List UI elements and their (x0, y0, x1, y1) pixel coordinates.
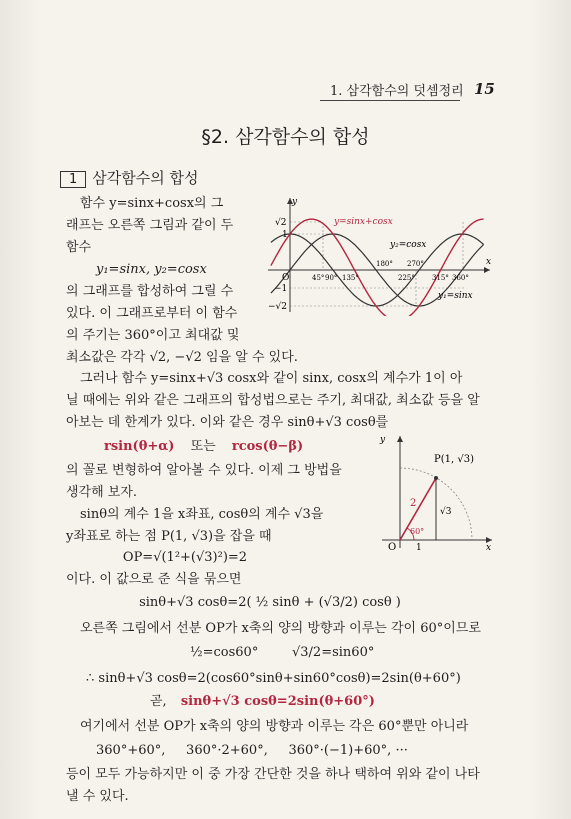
eq-cos60: ½=cos60° (190, 645, 259, 660)
form-rcos: rcos(θ−β) (231, 439, 304, 454)
graph-sqrt2-label: √2 (275, 218, 287, 228)
tick-315: 315° (432, 274, 449, 282)
running-title: 1. 삼각함수의 덧셈정리 (330, 84, 464, 99)
para1-line-2: 래프는 오른쪽 그림과 같이 두 (66, 218, 234, 233)
graph-y-label: y (292, 197, 298, 207)
subsection-title: 삼각함수의 합성 (92, 169, 199, 187)
para3-line-4: y좌표로 하는 점 P(1, √3)을 잡을 때 (66, 529, 272, 544)
para1-line-4: y₁=sinx, y₂=cosx (96, 262, 207, 277)
para2-line-2: 닐 때에는 위와 같은 그래프의 합성법으로는 주기, 최대값, 최소값 등을 알 (66, 393, 480, 408)
tick-90: 90° (325, 274, 338, 282)
eq-factor: sinθ+√3 cosθ=2( ½ sinθ + (√3/2) cosθ ) (139, 595, 401, 610)
forms-line (104, 436, 303, 458)
para3-line-1: 의 꼴로 변형하여 알아볼 수 있다. 이제 그 방법을 (66, 463, 342, 478)
para1-line-6: 있다. 이 그래프로부터 이 함수 (66, 306, 238, 321)
tick-45: 45° (312, 274, 325, 282)
tri-p-label: P(1, √3) (434, 454, 474, 465)
graph-y2-label: y₂=cosx (390, 240, 427, 250)
tri-hyp-label: 2 (410, 498, 417, 509)
eq-result: sinθ+√3 cosθ=2sin(θ+60°) (180, 694, 375, 709)
graph-origin-label: O (282, 273, 290, 283)
eq-sin60: √3/2=sin60° (292, 645, 375, 660)
para5: 오른쪽 그림에서 선분 OP가 x축의 양의 방향과 이루는 각이 60°이므로 (80, 621, 481, 636)
para1-line-3: 함수 (66, 240, 92, 255)
sinusoid-graph (262, 192, 494, 316)
subsection-heading (60, 167, 198, 188)
graph-sum-label: y=sinx+cosx (334, 217, 393, 227)
graph-x-label: x (486, 257, 492, 267)
tri-angle-label: 60° (410, 527, 425, 536)
para1-line-8: 최소값은 각각 √2, −√2 임을 알 수 있다. (66, 350, 298, 365)
tick-360: 360° (452, 274, 469, 282)
eq-result-label: 곧, (150, 694, 167, 709)
para6: 여기에서 선분 OP가 x축의 양의 방향과 이루는 각은 60°뿐만 아니라 (80, 719, 469, 734)
tri-y-label: y (380, 435, 386, 445)
point-p (434, 476, 438, 480)
tri-base-label: 1 (416, 543, 422, 552)
running-title-rule (320, 100, 460, 101)
para3-line-2: 생각해 보자. (66, 485, 138, 500)
form-rsin: rsin(θ+α) (104, 439, 175, 454)
para4: 이다. 이 값으로 준 식을 묶으면 (66, 572, 242, 587)
graph-neg1-label: −1 (274, 284, 288, 294)
form-or: 또는 (190, 439, 216, 454)
para2-line-3: 아보는 데 한계가 있다. 이와 같은 경우 sinθ+√3 cosθ를 (66, 415, 389, 430)
eq-therefore: ∴ sinθ+√3 cosθ=2(cos60°sinθ+sin60°cosθ)=2sin(θ+60°) (86, 671, 461, 686)
tick-270: 270° (407, 260, 424, 268)
para2-line-1: 그러나 함수 y=sinx+√3 cosx와 같이 sinx, cosx의 계수가 1이 아 (80, 371, 463, 386)
tri-x-label: x (486, 543, 492, 552)
page-number: 15 (474, 80, 495, 98)
tick-135: 135° (342, 274, 359, 282)
angle-list: 360°+60°, 360°·2+60°, 360°·(−1)+60°, ··· (96, 743, 408, 758)
triangle-figure (378, 432, 496, 552)
para7-line-1: 등이 모두 가능하지만 이 중 가장 간단한 것을 하나 택하여 위와 같이 나타 (66, 767, 480, 782)
eq-op: OP=√(1²+(√3)²)=2 (122, 550, 248, 565)
tick-180: 180° (376, 260, 393, 268)
para7-line-2: 낼 수 있다. (66, 789, 129, 804)
eq-result-line (150, 691, 375, 713)
graph-negsqrt2-label: −√2 (268, 302, 288, 312)
section-title: §2. 삼각함수의 합성 (201, 126, 370, 148)
tri-origin-label: O (388, 542, 397, 552)
tri-side-label: √3 (440, 507, 452, 517)
tick-225: 225° (398, 274, 415, 282)
graph-y1-label: y₁=sinx (438, 291, 473, 301)
para1-line-1: 함수 y=sinx+cosx의 그 (80, 196, 224, 211)
para3-line-3: sinθ의 계수 1을 x좌표, cosθ의 계수 √3을 (80, 507, 324, 522)
subsection-number: 1 (60, 171, 86, 188)
para1-line-5: 의 그래프를 합성하여 그릴 수 (66, 284, 234, 299)
para1-line-7: 의 주기는 360°이고 최대값 및 (66, 328, 240, 343)
graph-one-label: 1 (282, 230, 288, 240)
